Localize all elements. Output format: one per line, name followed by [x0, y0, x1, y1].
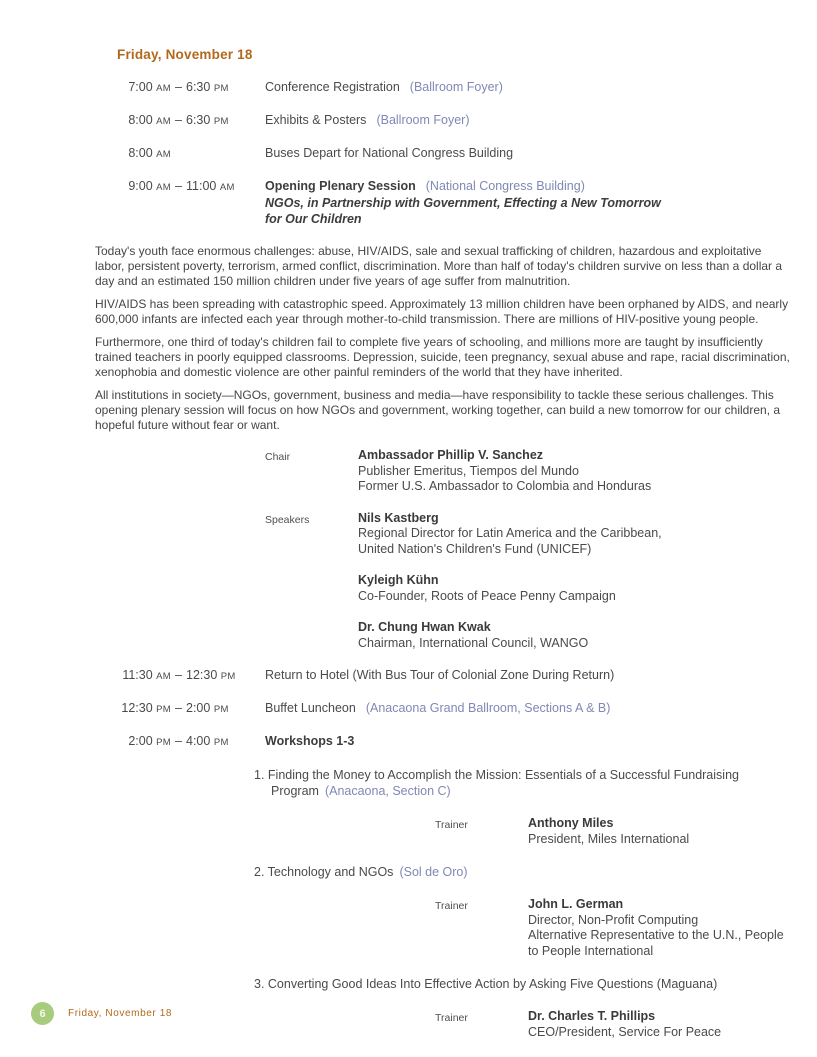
- person-row: [265, 511, 790, 558]
- time-meridiem: PM: [213, 704, 229, 715]
- person-name: Kyleigh Kühn: [358, 573, 439, 587]
- workshop-name: Technology and NGOs: [267, 865, 394, 879]
- workshop-item: [254, 767, 771, 799]
- person-name: John L. German: [528, 897, 624, 911]
- person-name: Nils Kastberg: [358, 510, 439, 525]
- time-range: [95, 701, 265, 717]
- schedule-mid: [95, 668, 790, 750]
- description-paragraph: All institutions in society—NGOs, government, business and media—have responsibility to tackle these serious challenges. This opening plenary session will focus on how NGOs and government, working together, can build a new tomorrow for our children, a hopeful future without fear or want.: [95, 388, 781, 432]
- time-start: 11:30 AM: [122, 668, 171, 682]
- person-role: CEO/President, Service For Peace: [528, 1024, 722, 1039]
- time-meridiem: AM: [156, 83, 171, 94]
- workshop-name: Converting Good Ideas Into Effective Action by Asking Five Questions (Maguana): [267, 977, 718, 991]
- event-subtitle: NGOs, in Partnership with Government, Effecting a New Tomorrow for Our Children: [265, 196, 661, 226]
- workshop-location: (Sol de Oro): [399, 865, 468, 879]
- person-details: [528, 816, 689, 847]
- workshop-item: [254, 864, 771, 880]
- event-cell: [265, 80, 790, 95]
- person-label: Trainer: [435, 1012, 468, 1024]
- event-title: Opening Plenary Session: [265, 179, 416, 193]
- schedule-row: [95, 113, 790, 129]
- time-meridiem: PM: [213, 116, 229, 127]
- person-name: Ambassador Phillip V. Sanchez: [358, 448, 544, 462]
- person-row: [265, 448, 790, 495]
- event-title: Buses Depart for National Congress Building: [265, 146, 514, 160]
- time-dash: –: [175, 734, 182, 748]
- person-role: Former U.S. Ambassador to Colombia and Honduras: [358, 479, 652, 493]
- person-label: Trainer: [435, 900, 468, 912]
- trainer-row: [435, 897, 790, 959]
- person-details: [358, 511, 662, 558]
- time-start: 8:00 AM: [128, 113, 171, 127]
- person-name: Dr. Charles T. Phillips: [528, 1009, 656, 1023]
- trainer-row: [435, 816, 790, 847]
- workshop-trainer: [265, 897, 790, 959]
- event-cell: [265, 701, 790, 716]
- event-title: Buffet Luncheon: [265, 701, 356, 715]
- time-end: 2:00 PM: [186, 701, 229, 715]
- time-start: 9:00 AM: [128, 179, 171, 193]
- workshop-item: [254, 976, 771, 992]
- event-cell: [265, 179, 790, 227]
- time-end: 4:00 PM: [186, 734, 229, 748]
- event-cell: [265, 146, 790, 161]
- event-location: (Anacaona Grand Ballroom, Sections A & B): [365, 701, 611, 715]
- schedule-row: [95, 734, 790, 750]
- person-role: Alternative Representative to the U.N., People to People International: [528, 928, 784, 958]
- schedule-row: [95, 701, 790, 717]
- time-dash: –: [175, 113, 182, 127]
- person-role: Regional Director for Latin America and the Caribbean,: [358, 526, 662, 540]
- workshop-number: 1.: [254, 768, 268, 782]
- time-range: [95, 80, 265, 96]
- time-range: [95, 179, 265, 195]
- workshop-trainer: [265, 816, 790, 847]
- time-start: 7:00 AM: [128, 80, 171, 94]
- time-start: 2:00 PM: [128, 734, 171, 748]
- person-row: [265, 620, 790, 651]
- plenary-people: [95, 448, 790, 651]
- page-number: 6: [39, 1007, 46, 1020]
- time-dash: [171, 146, 186, 162]
- person-label: [265, 573, 358, 604]
- description-paragraph: Furthermore, one third of today's children fail to complete five years of schooling, and millions more are taught by insufficiently trained teachers in poorly equipped classrooms. Depression, suicide, teen pregnancy, sexual abuse and rape, racial discrimination, xenophobia and domestic violence are other painful reminders of the world that they have inherited.: [95, 335, 790, 379]
- time-end: 6:30 PM: [186, 113, 229, 127]
- schedule-row: [95, 179, 790, 227]
- person-role: Director, Non-Profit Computing: [528, 912, 699, 927]
- time-end: 12:30 PM: [186, 668, 236, 682]
- time-range: [95, 146, 265, 162]
- time-meridiem: AM: [219, 182, 235, 193]
- time-dash: –: [175, 701, 182, 715]
- event-cell: [265, 113, 790, 128]
- time-range: [95, 113, 265, 129]
- event-location: (Ballroom Foyer): [376, 113, 470, 127]
- event-cell: [265, 734, 790, 749]
- workshop-name: Finding the Money to Accomplish the Mission: Essentials of a Successful Fundraising Program: [267, 768, 739, 798]
- session-description: [95, 244, 790, 433]
- person-role: Publisher Emeritus, Tiempos del Mundo: [358, 463, 579, 478]
- footer-date: Friday, November 18: [68, 1008, 173, 1019]
- time-meridiem: AM: [156, 149, 171, 160]
- schedule-top: [95, 80, 790, 227]
- workshop-number: 2.: [254, 865, 268, 879]
- time-meridiem: PM: [220, 671, 236, 682]
- time-meridiem: PM: [213, 83, 229, 94]
- page-number-badge: [31, 1002, 54, 1025]
- time-range: [95, 734, 265, 750]
- person-label: Chair: [265, 451, 291, 463]
- person-details: [528, 897, 790, 959]
- event-title: Exhibits & Posters: [265, 113, 367, 127]
- event-cell: [265, 668, 790, 683]
- time-meridiem: PM: [156, 704, 171, 715]
- workshop-number: 3.: [254, 977, 268, 991]
- page-footer: [0, 1000, 817, 1030]
- event-title: Return to Hotel (With Bus Tour of Colonial Zone During Return): [265, 668, 615, 682]
- time-dash: –: [175, 80, 182, 94]
- person-name: Anthony Miles: [528, 816, 614, 830]
- time-meridiem: PM: [213, 737, 229, 748]
- time-dash: –: [175, 179, 182, 193]
- person-details: [358, 448, 651, 495]
- event-title: Conference Registration: [265, 80, 400, 94]
- time-dash: –: [175, 668, 182, 682]
- person-role: United Nation's Children's Fund (UNICEF): [358, 541, 592, 556]
- schedule-row: [95, 146, 790, 162]
- person-details: [358, 620, 588, 651]
- time-meridiem: AM: [156, 116, 171, 127]
- time-start: 12:30 PM: [121, 701, 171, 715]
- time-meridiem: PM: [156, 737, 171, 748]
- description-paragraph: Today's youth face enormous challenges: abuse, HIV/AIDS, sale and sexual trafficking of children, hazardous and exploitative labor, persistent poverty, terrorism, armed conflict, discrimination. More than half of today's children survive on less than a dollar a day and an estimated 150 million children under five years of age suffer from malnutrition.: [95, 244, 783, 288]
- workshop-location: (Anacaona, Section C): [324, 784, 451, 798]
- person-details: [358, 573, 616, 604]
- time-start: 8:00 AM: [128, 146, 171, 160]
- event-location: (Ballroom Foyer): [409, 80, 503, 94]
- person-label: [265, 620, 358, 651]
- person-label: Speakers: [265, 513, 310, 526]
- schedule-row: [95, 80, 790, 96]
- time-meridiem: AM: [156, 671, 171, 682]
- event-title: Workshops 1-3: [265, 734, 355, 748]
- person-name: Dr. Chung Hwan Kwak: [358, 620, 491, 634]
- time-meridiem: AM: [156, 182, 171, 193]
- person-role: President, Miles International: [528, 831, 690, 846]
- person-label: Trainer: [435, 819, 468, 831]
- time-end: 11:00 AM: [186, 179, 235, 193]
- event-location: (National Congress Building): [425, 179, 585, 193]
- time-end: 6:30 PM: [186, 80, 229, 94]
- person-role: Co-Founder, Roots of Peace Penny Campaign: [358, 588, 616, 603]
- time-range: [95, 668, 265, 684]
- schedule-row: [95, 668, 790, 684]
- page-heading: Friday, November 18: [117, 47, 253, 62]
- person-row: [265, 573, 790, 604]
- person-role: Chairman, International Council, WANGO: [358, 635, 589, 650]
- description-paragraph: HIV/AIDS has been spreading with catastrophic speed. Approximately 13 million children have been orphaned by AIDS, and nearly 600,000 infants are infected each year through mother-to-child transmission. There are millions of HIV-positive young people.: [95, 297, 789, 326]
